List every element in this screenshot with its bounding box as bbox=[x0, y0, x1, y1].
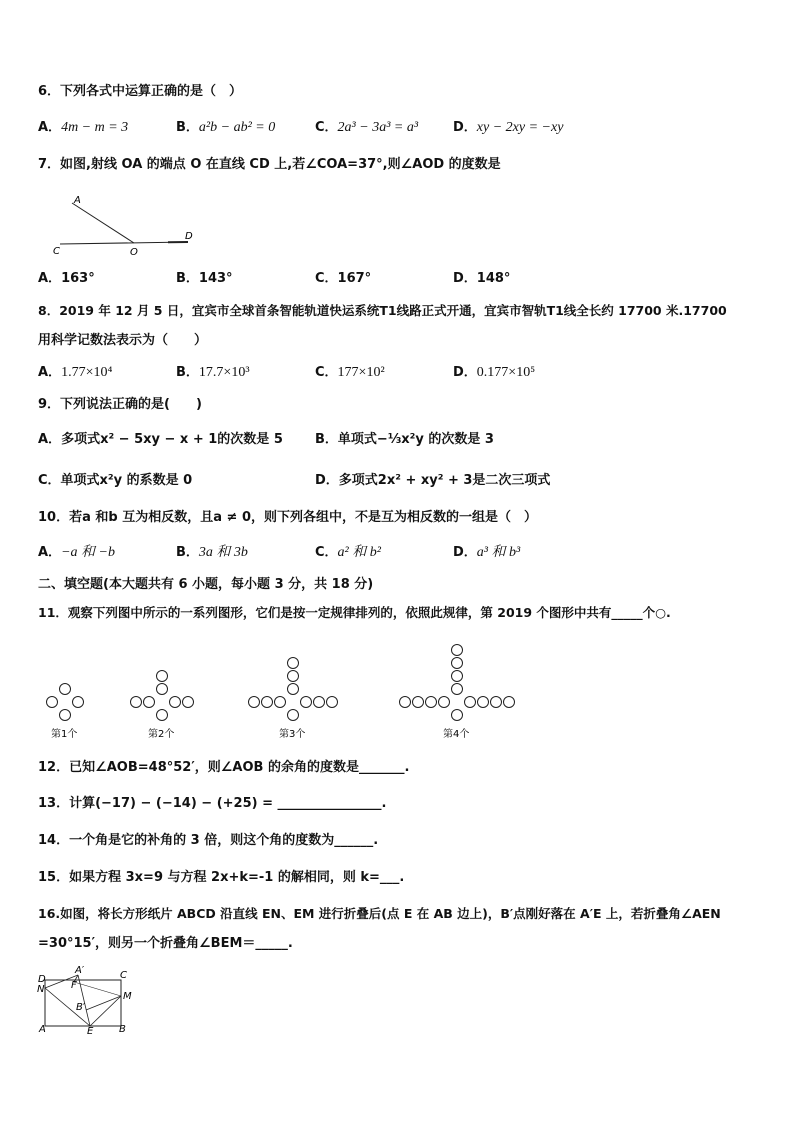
q8-option-d: D．0.177×10⁵ bbox=[453, 365, 536, 380]
q6-option-b: B．a²b − ab² = 0 bbox=[176, 120, 276, 135]
pattern-circle bbox=[157, 710, 168, 721]
q6-option-d: D．xy − 2xy = −xy bbox=[453, 120, 564, 135]
pattern-circle bbox=[478, 697, 489, 708]
q8-option-c: C．177×10² bbox=[315, 365, 385, 380]
pattern-circle bbox=[131, 697, 142, 708]
pattern-circle bbox=[157, 671, 168, 682]
svg-text:A: A bbox=[74, 195, 81, 206]
pattern-circle bbox=[249, 697, 260, 708]
pattern-circle bbox=[288, 684, 299, 695]
svg-text:C: C bbox=[53, 246, 60, 257]
q16-folding-rectangle-figure bbox=[34, 966, 134, 1034]
pattern-circle bbox=[60, 684, 71, 695]
q7-ray-figure bbox=[50, 193, 200, 258]
pattern-circle bbox=[288, 710, 299, 721]
pattern-circle bbox=[452, 645, 463, 656]
pattern-circle bbox=[465, 697, 476, 708]
pattern-circle bbox=[314, 697, 325, 708]
q8-option-a: A．1.77×10⁴ bbox=[38, 365, 113, 380]
svg-text:A′: A′ bbox=[75, 966, 85, 976]
q15-text: 15．如果方程 3x=9 与方程 2x+k=-1 的解相同，则 k=___. bbox=[38, 870, 405, 885]
q6-option-c: C．2a³ − 3a³ = a³ bbox=[315, 120, 419, 135]
q9-option-c: C．单项式x²y 的系数是 0 bbox=[38, 473, 193, 488]
q10-option-b: B．3a 和 3b bbox=[176, 545, 248, 560]
q10-option-c: C．a² 和 b² bbox=[315, 545, 381, 560]
q8-stem-line2: 用科学记数法表示为（ ） bbox=[38, 333, 208, 348]
q6-stem: 6．下列各式中运算正确的是（ ） bbox=[38, 84, 243, 99]
pattern-circle bbox=[73, 697, 84, 708]
q6-option-a: A．4m − m = 3 bbox=[38, 120, 129, 135]
q9-option-a: A．多项式x² − 5xy − x + 1的次数是 5 bbox=[38, 432, 283, 447]
q12-text: 12．已知∠AOB=48°52′，则∠AOB 的余角的度数是_______. bbox=[38, 760, 410, 775]
pattern-circle bbox=[504, 697, 515, 708]
pattern-circle bbox=[426, 697, 437, 708]
svg-text:M: M bbox=[123, 991, 132, 1002]
q9-stem: 9．下列说法正确的是( ) bbox=[38, 397, 202, 412]
pattern-circle bbox=[413, 697, 424, 708]
q13-text: 13．计算(−17) − (−14) − (+25) = ________________. bbox=[38, 796, 387, 811]
pattern-caption-1: 第1个 bbox=[51, 729, 78, 740]
section-heading-fill-in: 二、填空题(本大题共有 6 小题，每小题 3 分，共 18 分) bbox=[38, 577, 374, 592]
q10-stem: 10．若a 和b 互为相反数，且a ≠ 0，则下列各组中，不是互为相反数的一组是（ ） bbox=[38, 510, 537, 525]
pattern-circle bbox=[60, 710, 71, 721]
pattern-caption-2: 第2个 bbox=[148, 729, 175, 740]
svg-text:C: C bbox=[120, 970, 127, 981]
pattern-circle bbox=[275, 697, 286, 708]
pattern-circle bbox=[183, 697, 194, 708]
pattern-circle bbox=[452, 658, 463, 669]
pattern-circle bbox=[288, 658, 299, 669]
q8-option-b: B．17.7×10³ bbox=[176, 365, 250, 380]
q11-circle-pattern-figure bbox=[30, 628, 540, 746]
svg-text:N: N bbox=[37, 984, 45, 995]
svg-text:O: O bbox=[130, 247, 138, 258]
pattern-circle bbox=[262, 697, 273, 708]
q9-option-b: B．单项式−⅓x²y 的次数是 3 bbox=[315, 432, 494, 447]
q16-stem-line2: =30°15′，则另一个折叠角∠BEM＝_____. bbox=[38, 936, 293, 951]
q7-stem: 7．如图,射线 OA 的端点 O 在直线 CD 上,若∠COA=37°,则∠AOD 的度数是 bbox=[38, 157, 501, 172]
pattern-circle bbox=[144, 697, 155, 708]
pattern-caption-4: 第4个 bbox=[443, 729, 470, 740]
pattern-circle bbox=[170, 697, 181, 708]
svg-text:B′: B′ bbox=[76, 1002, 86, 1013]
pattern-caption-3: 第3个 bbox=[279, 729, 306, 740]
q10-option-a: A．−a 和 −b bbox=[38, 545, 115, 560]
q8-stem-line1: 8．2019 年 12 月 5 日，宜宾市全球首条智能轨道快运系统T1线路正式开通，宜宾市智轨T1线全长约 17700 米.17700 bbox=[38, 303, 727, 318]
q14-text: 14．一个角是它的补角的 3 倍，则这个角的度数为______. bbox=[38, 833, 379, 848]
svg-text:D: D bbox=[185, 231, 193, 242]
pattern-circle bbox=[400, 697, 411, 708]
pattern-circle bbox=[452, 671, 463, 682]
svg-text:A: A bbox=[39, 1024, 46, 1034]
svg-text:B: B bbox=[119, 1024, 126, 1034]
q7-option-c: C．167° bbox=[315, 271, 372, 286]
q7-option-b: B．143° bbox=[176, 271, 233, 286]
svg-text:D: D bbox=[38, 974, 46, 985]
pattern-circle bbox=[157, 684, 168, 695]
pattern-circle bbox=[491, 697, 502, 708]
pattern-circle bbox=[288, 671, 299, 682]
svg-text:E: E bbox=[87, 1026, 94, 1034]
pattern-circle bbox=[47, 697, 58, 708]
pattern-circle bbox=[439, 697, 450, 708]
q10-option-d: D．a³ 和 b³ bbox=[453, 545, 521, 560]
pattern-circle bbox=[452, 684, 463, 695]
pattern-circle bbox=[452, 710, 463, 721]
q11-stem: 11．观察下列图中所示的一系列图形，它们是按一定规律排列的，依照此规律，第 2019 个图形中共有_____个○. bbox=[38, 605, 671, 620]
q9-option-d: D．多项式2x² + xy² + 3是二次三项式 bbox=[315, 473, 551, 488]
pattern-circle bbox=[327, 697, 338, 708]
svg-text:F: F bbox=[71, 980, 77, 991]
q16-stem-line1: 16.如图，将长方形纸片 ABCD 沿直线 EN、EM 进行折叠后(点 E 在 AB 边上)，B′点刚好落在 A′E 上，若折叠角∠AEN bbox=[38, 906, 721, 921]
q7-option-a: A．163° bbox=[38, 271, 95, 286]
pattern-circle bbox=[301, 697, 312, 708]
q7-option-d: D．148° bbox=[453, 271, 511, 286]
